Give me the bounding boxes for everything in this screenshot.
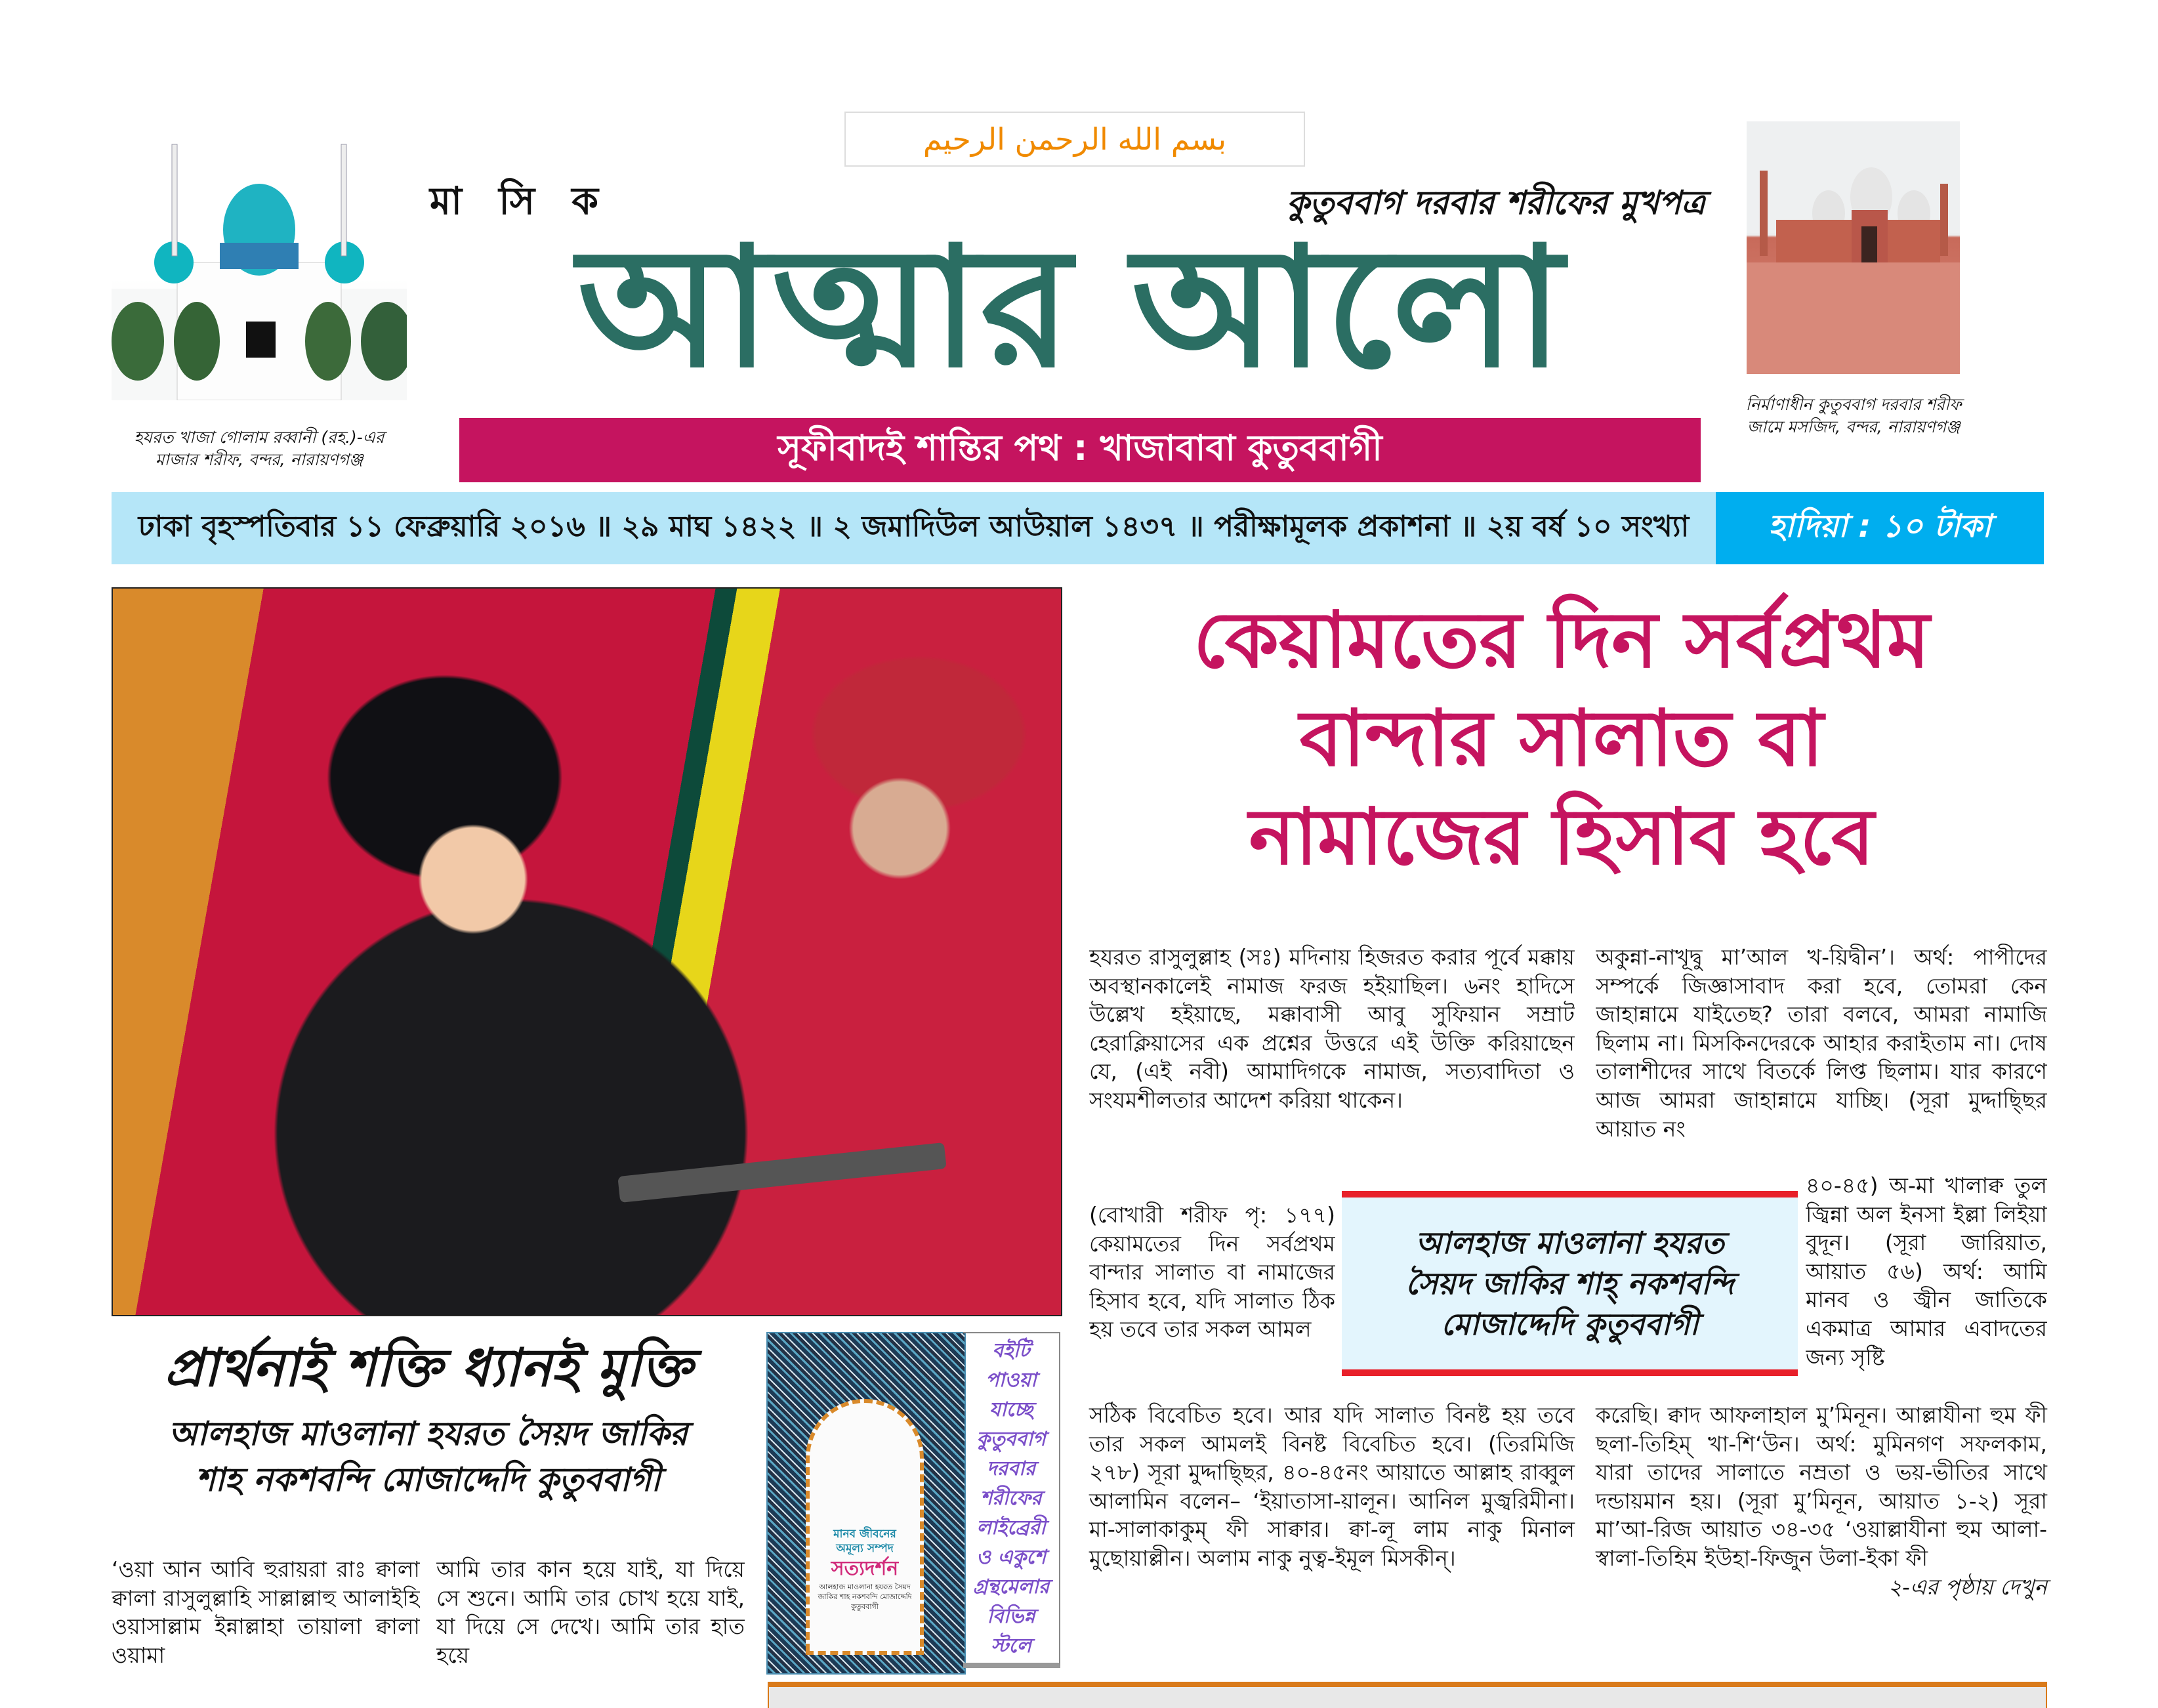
jame-mosque-photo: [1747, 121, 1960, 374]
pull-quote-line: সৈয়দ জাকির শাহ্ নকশবন্দি: [1405, 1266, 1734, 1301]
bottom-section-box: [768, 1682, 2047, 1708]
lead-photo: [112, 587, 1062, 1316]
headline-line: নামাজের হিসাব হবে: [1249, 791, 1875, 882]
caption-line: মাজার শরীফ, বন্দর, নারায়ণগঞ্জ: [155, 450, 363, 469]
lead-column-2-top: অকুন্না-নাখূদ্বু মা’আল খ-য়িদ্বীন’। অর্থ: পাপীদের সম্পর্কে জিজ্ঞাসাবাদ করা হবে, তোমরা কেন জাহান্নামে যাইতেছ? তারা বলবে, আমরা নামাজি ছিলাম না। মিসকিনদেরকে আহার করাইতাম না। দোষ তালাশীদের সাথে বিতর্কে লিপ্ত ছিলাম। যার কারণে আজ আমরা জাহান্নামে যাচ্ছি। (সূরা মুদ্দাছ্ছির আয়াত নং: [1596, 944, 2047, 1142]
mazar-photo-caption: [98, 427, 420, 471]
book-availability-note: বইটি পাওয়া যাচ্ছে কুতুববাগ দরবার শরীফের লাইব্রেরী ও একুশে গ্রন্থমেলার বিভিন্ন স্টলে: [963, 1332, 1060, 1668]
pull-quote-line: মোজাদ্দেদি কুতুববাগী: [1441, 1306, 1699, 1342]
caption-line: নির্মাণাধীন কুতুববাগ দরবার শরীফ: [1745, 395, 1962, 414]
headline-line: কেয়ামতের দিন সর্বপ্রথম: [1193, 594, 1930, 685]
second-column-a: ‘ওয়া আন আবি হুরায়রা রাঃ ক্বালা ক্বালা রাসুলুল্লাহি সাল্লাল্লাহু আলাইহি ওয়াসাল্লাম ইন্নাল্লাহা তায়ালা ক্বালা ওয়ামা: [112, 1556, 420, 1668]
mazar-photo: [112, 131, 407, 400]
jame-mosque-caption: [1732, 394, 1975, 438]
book-subtitle: মানব জীবনের: [833, 1528, 896, 1541]
column-text: করেছি। ক্বাদ আফলাহাল মু’মিনূন। আল্লাযীনা হুম ফী ছলা-তিহিম্ খা-শি‘উন। অর্থ: মুমিনগণ সফলকাম, যারা তাদের সালাতে নম্রতা ও ভয়-ভীতির সাথে দন্ডায়মান হয়। (সূরা মু’মিনূন, আয়াত ১-২) সূরা মা’আ-রিজ আয়াত ৩৪-৩৫ ‘ওয়াল্লাযীনা হুম আলা-স্বালা-তিহিম ইউহা-ফিজুন উলা-ইকা ফী: [1596, 1402, 2047, 1571]
dateline-bar: ঢাকা বৃহস্পতিবার ১১ ফেব্রুয়ারি ২০১৬ ॥ ২৯ মাঘ ১৪২২ ॥ ২ জমাদিউল আউয়াল ১৪৩৭ ॥ পরীক্ষামূলক প্রকাশনা ॥ ২য় বর্ষ ১০ সংখ্যা: [112, 492, 1716, 564]
lead-column-1-narrow: (বোখারী শরীফ পৃ: ১৭৭) কেয়ামতের দিন সর্বপ্রথম বান্দার সালাত বা নামাজের হিসাব হবে, যদি সালাত ঠিক হয় তবে তার সকল আমল: [1089, 1202, 1335, 1343]
second-headline: প্রার্থনাই শক্তি ধ্যানই মুক্তি: [164, 1337, 692, 1398]
lead-column-2-narrow: ৪০-৪৫) অ-মা খালাক্ব তুল জ্বিন্না অল ইনসা ইল্লা লিইয়া বুদূন। (সূরা জারিয়াত, আয়াত ৫৬) অর্থ: আমি মানব ও জ্বীন জাতিকে একমাত্র আমার এবাদতের জন্য সৃষ্টি: [1806, 1173, 2047, 1370]
mosque-illustration-icon: [112, 131, 407, 400]
lead-column-1-lower: সঠিক বিবেচিত হবে। আর যদি সালাত বিনষ্ট হয় তবে তার সকল আমলই বিনষ্ট বিবেচিত হবে। (তিরমিজি ২৭৮) সূরা মুদ্দাছ্ছির, ৪০-৪৫নং আয়াতে আল্লাহ রাব্বুল আলামিন বলেন– ‘ইয়াতাসা-য়ালূন। আনিল মুজ্বরিমীনা। মা-সালাকাকুম্ ফী সাক্বার। ক্বা-লূ লাম নাকু মিনাল মুছোয়াল্লীন। অলাম নাকু নুত্ব-ইমূল মিসকীন্।: [1089, 1402, 1575, 1571]
mosque-illustration-icon: [1747, 121, 1960, 374]
byline-line: আলহাজ মাওলানা হযরত সৈয়দ জাকির: [169, 1415, 688, 1453]
newspaper-title: আত্মার আলো: [577, 212, 1565, 404]
motto-banner: সূফীবাদই শান্তির পথ : খাজাবাবা কুতুববাগী: [459, 418, 1701, 482]
price-badge: হাদিয়া : ১০ টাকা: [1716, 492, 2044, 564]
caption-line: জামে মসজিদ, বন্দর, নারায়ণগঞ্জ: [1747, 417, 1961, 436]
microphone-icon: [617, 1142, 946, 1203]
pull-quote-line: আলহাজ মাওলানা হযরত: [1415, 1225, 1724, 1260]
lead-headline: [1076, 591, 2047, 886]
book-subtitle: অমূল্য সম্পদ: [836, 1542, 894, 1555]
lead-column-1-top: হযরত রাসুলুল্লাহ (সঃ) মদিনায় হিজরত করার পূর্বে মক্কায় অবস্থানকালেই নামাজ ফরজ হইয়াছিল। ৬নং হাদিসে উল্লেখ হইয়াছে, মক্কাবাসী আবু সুফিয়ান সম্রাট হেরাক্লিয়াসের এক প্রশ্নের উত্তরে এই উক্তি করিয়াছেন যে, (এই নবী) আমাদিগকে নামাজ, সত্যবাদিতা ও সংযমশীলতার আদেশ করিয়া থাকেন।: [1089, 944, 1575, 1113]
pull-quote-box: [1342, 1191, 1798, 1376]
masthead-tagline: কুতুববাগ দরবার শরীফের মুখপত্র: [1286, 184, 1705, 222]
second-byline: [112, 1411, 745, 1503]
book-cover-ad: [766, 1332, 966, 1675]
headline-line: বান্দার সালাত বা: [1299, 693, 1824, 783]
bismillah-calligraphy: بسم الله الرحمن الرحيم: [844, 112, 1305, 167]
book-title: সত্যদর্শন: [831, 1557, 899, 1580]
book-author: আলহাজ মাওলানা হযরত সৈয়দ জাকির শাহ নকশবন্দি মোজাদ্দেদি কুতুববাগী: [818, 1583, 912, 1611]
byline-line: শাহ নকশবন্দি মোজাদ্দেদি কুতুববাগী: [196, 1461, 661, 1499]
second-column-b: আমি তার কান হয়ে যাই, যা দিয়ে সে শুনে। আমি তার চোখ হয়ে যাই, যা দিয়ে সে দেখে। আমি তার হাত হয়ে: [436, 1556, 745, 1668]
caption-line: হযরত খাজা গোলাম রব্বানী (রহ.)-এর: [134, 428, 384, 447]
continued-on-page-link[interactable]: ২-এর পৃষ্ঠায় দেখুন: [1888, 1573, 2047, 1600]
lead-column-2-lower: [1596, 1401, 2047, 1601]
publication-frequency: মা সি ক: [430, 178, 610, 223]
book-cover-arch: [806, 1399, 924, 1655]
